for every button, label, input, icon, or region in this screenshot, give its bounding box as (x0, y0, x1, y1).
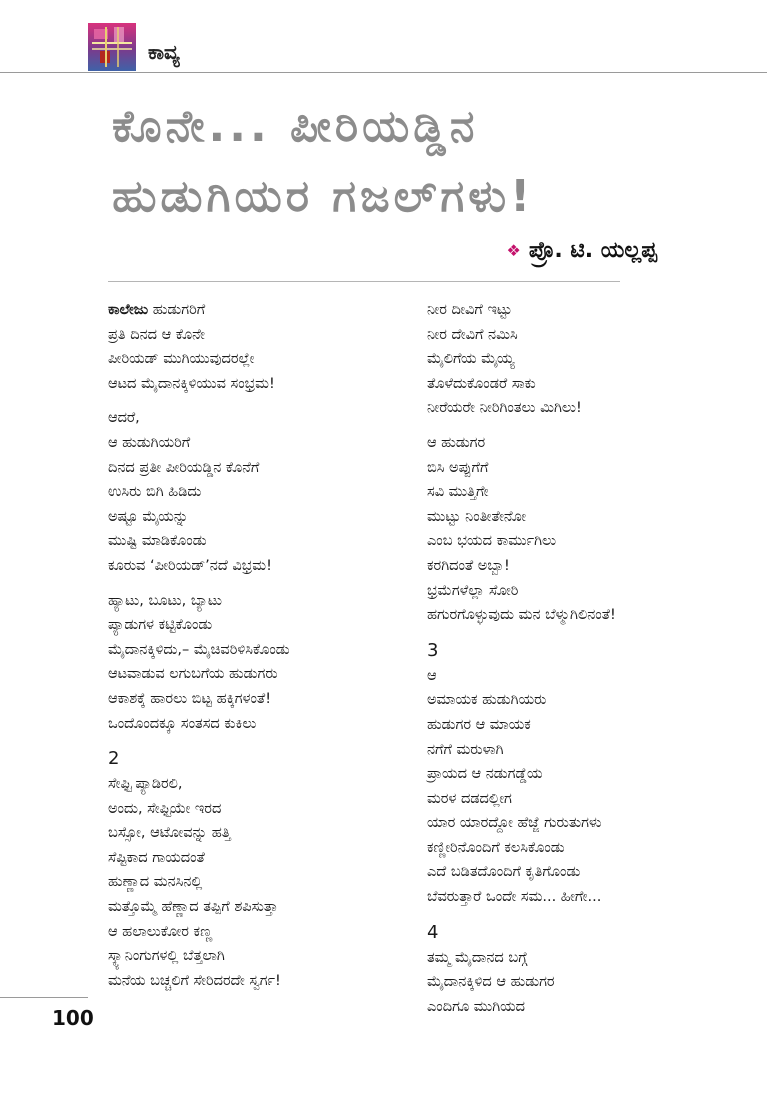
title-line-1: ಕೊನೇ... ಪೀರಿಯಡ್ಡಿನ (112, 101, 479, 152)
poem-line: ಸವಿ ಮುತ್ತಿಗೇ (427, 484, 489, 501)
poem-line: ನಗೆಗೆ ಮರುಳಾಗಿ (427, 741, 504, 758)
poem-line: ದಿನದ ಪ್ರತೀ ಪೀರಿಯಡ್ಡಿನ ಕೊನೆಗೆ (108, 459, 260, 476)
poem-line: ಎಂಬ ಭಯದ ಕಾರ್ಮುಗಿಲು (427, 533, 557, 550)
poem-line: ಹುಡುಗರ ಆ ಮಾಯಕ (427, 716, 531, 733)
poem-line: ಹುಣ್ಣಾದ ಮನಸಿನಲ್ಲಿ (108, 874, 203, 891)
poem-line: ಮೈಲಿಗೆಯ ಮೈಯ್ಯ (427, 351, 515, 368)
poem-line: ಅಮಾಯಕ ಹುಡುಗಿಯರು (427, 692, 547, 709)
poem-line: ತಮ್ಮ ಮೈದಾನದ ಬಗ್ಗೆ (427, 949, 528, 966)
poem-line: ಪೀರಿಯಡ್ ಮುಗಿಯುವುದರಲ್ಲೇ (108, 351, 255, 368)
poem-line: ಭ್ರಮೆಗಳೆಲ್ಲಾ ಸೋರಿ (427, 582, 519, 599)
stanza (108, 772, 408, 993)
poem-line: ಮುಷ್ಟಿ ಮಾಡಿಕೊಂಡು (108, 533, 207, 550)
poem-line: ಬಸ್ಸೋ, ಆಟೋವನ್ನು ಹತ್ತಿ (108, 825, 231, 842)
poem-line: ಯಾರ ಯಾರದ್ದೋ ಹೆಜ್ಜೆ ಗುರುತುಗಳು (427, 815, 602, 832)
stanza (427, 431, 727, 628)
poem-line: ಆ ಹುಡುಗಿಯರಿಗೆ (108, 434, 191, 451)
stanza (108, 589, 408, 737)
author-byline (506, 238, 657, 263)
poem-line: ಮತ್ತೊಮ್ಮೆ ಹೆಣ್ಣಾದ ತಪ್ಪಿಗೆ ಶಪಿಸುತ್ತಾ (108, 899, 278, 916)
poem-line: ಕಾಲೇಜು ಹುಡುಗರಿಗೆ (108, 302, 206, 318)
poem-line: ನೀರೆಯರೇ ನೀರಿಗಿಂತಲು ಮಿಗಿಲು! (427, 400, 582, 417)
poem-line: ಎದೆ ಬಡಿತದೊಂದಿಗೆ ಕೃತಿಗೊಂಡು (427, 864, 581, 881)
footer-divider (0, 997, 88, 998)
poem-line: ಒಂದೊಂದಕ್ಕೂ ಸಂತಸದ ಕುಕಿಲು (108, 715, 257, 732)
section-number: 2 (108, 748, 120, 770)
poem-line: ಅಂದು, ಸೇಫ್ಟಿಯೇ ಇರದ (108, 800, 222, 817)
poem-line: ಪ್ರತಿ ದಿನದ ಆ ಕೊನೇ (108, 326, 205, 343)
author-name: ಪ್ರೊ. ಟಿ. ಯಲ್ಲಪ್ಪ (528, 238, 657, 263)
poem-line: ಆಟವಾಡುವ ಲಗುಬಗೆಯ ಹುಡುಗರು (108, 666, 278, 683)
poem-line: ಆದರೆ, (108, 410, 140, 427)
diamond-bullet-icon: ❖ (506, 241, 521, 260)
section-label: ಕಾವ್ಯ (148, 40, 180, 64)
poem-line: ಅಷ್ಟೂ ಮೈಯನ್ನು (108, 508, 189, 525)
poem-line: ನೀರ ದೇವಿಗೆ ನಮಿಸಿ (427, 326, 518, 343)
section-number: 3 (427, 639, 439, 661)
poem-line: ಸ್ಕ್ಯಾನಿಂಗುಗಳಲ್ಲಿ ಬೆತ್ತಲಾಗಿ (108, 948, 225, 965)
poem-line: ಸೆಪ್ಟಿಕಾದ ಗಾಯದಂತೆ (108, 849, 205, 866)
poem-line: ಎಂದಿಗೂ ಮುಗಿಯದ (427, 998, 526, 1015)
poem-line: ಬಿಸಿ ಅಪ್ಪುಗೆಗೆ (427, 459, 489, 476)
poem-line: ಮೈದಾನಕ್ಕಿಳಿದ ಆ ಹುಡುಗರ (427, 974, 555, 991)
poem-line: ಪ್ಯಾಡುಗಳ ಕಟ್ಟಿಕೊಂಡು (108, 617, 213, 634)
poem-line: ಮೈದಾನಕ್ಕಿಳಿದು,– ಮೈಚಿವರಿಳಿಸಿಕೊಂಡು (108, 641, 290, 658)
article-title (112, 92, 752, 232)
poem-line: ಆ ಹುಡುಗರ (427, 434, 486, 451)
poem-line: ಮನೆಯ ಬಚ್ಚಲಿಗೆ ಸೇರಿದರದೇ ಸ್ವರ್ಗ! (108, 972, 281, 989)
poem-line: ಆ ಹಲಾಲುಕೋರ ಕಣ್ಣ (108, 923, 213, 940)
poem-line: ಬೆವರುತ್ತಾರೆ ಒಂದೇ ಸಮ... ಹೀಗೇ... (427, 889, 602, 906)
poem-line: ನೀರ ದೀವಿಗೆ ಇಟ್ಟು (427, 302, 512, 318)
poem-line: ಆಕಾಶಕ್ಕೆ ಹಾರಲು ಬಿಟ್ಟ ಹಕ್ಕಿಗಳಂತೆ! (108, 690, 272, 707)
poem-line: ಹ್ಯಾಟು, ಬೂಟು, ಬ್ಯಾಟು (108, 592, 222, 609)
poem-line: ಉಸಿರು ಬಿಗಿ ಹಿಡಿದು (108, 484, 202, 501)
poem-line: ಕೂರುವ ‘ಪೀರಿಯಡ್’ನದೆ ವಿಭ್ರಮ! (108, 557, 272, 574)
poem-line: ಪ್ರಾಯದ ಆ ನಡುಗಡ್ಡೆಯ (427, 766, 543, 783)
title-line-2: ಹುಡುಗಿಯರ ಗಜಲ್‌ಗಳು! (112, 171, 535, 222)
poem-line: ಮುಟ್ಟು ನಿಂತೀತೇನೋ (427, 508, 526, 525)
magazine-logo-icon (88, 23, 136, 71)
poem-column-right (427, 298, 727, 1029)
stanza (427, 298, 727, 421)
poem-line: ಸೇಫ್ಟಿ ಪ್ಯಾಡಿರಲಿ, (108, 776, 183, 793)
page-number: 100 (52, 1006, 94, 1030)
poem-line: ಹಗುರಗೊಳ್ಳುವುದು ಮನ ಬೆಳ್ಮುಗಿಲಿನಂತೆ! (427, 607, 616, 624)
poem-line: ತೊಳೆದುಕೊಂಡರೆ ಸಾಕು (427, 375, 536, 392)
poem-line: ಕಣ್ಣೀರಿನೊಂದಿಗೆ ಕಲಸಿಕೊಂಡು (427, 839, 565, 856)
poem-line: ಆಟದ ಮೈದಾನಕ್ಕಿಳಿಯುವ ಸಂಭ್ರಮ! (108, 375, 275, 392)
stanza (108, 406, 408, 578)
poem-column-left (108, 298, 408, 1003)
stanza (108, 298, 408, 396)
byline-divider (108, 281, 620, 282)
top-divider (0, 72, 767, 73)
poem-line: ಮರಳ ದಡದಲ್ಲೀಗ (427, 790, 512, 807)
stanza (427, 946, 727, 1020)
poem-line: ಆ (427, 667, 437, 684)
lead-word: ಕಾಲೇಜು (108, 302, 149, 318)
stanza (427, 664, 727, 910)
section-number: 4 (427, 921, 439, 943)
poem-line: ಕರಗಿದಂತೆ ಅಬ್ಬಾ! (427, 557, 510, 574)
